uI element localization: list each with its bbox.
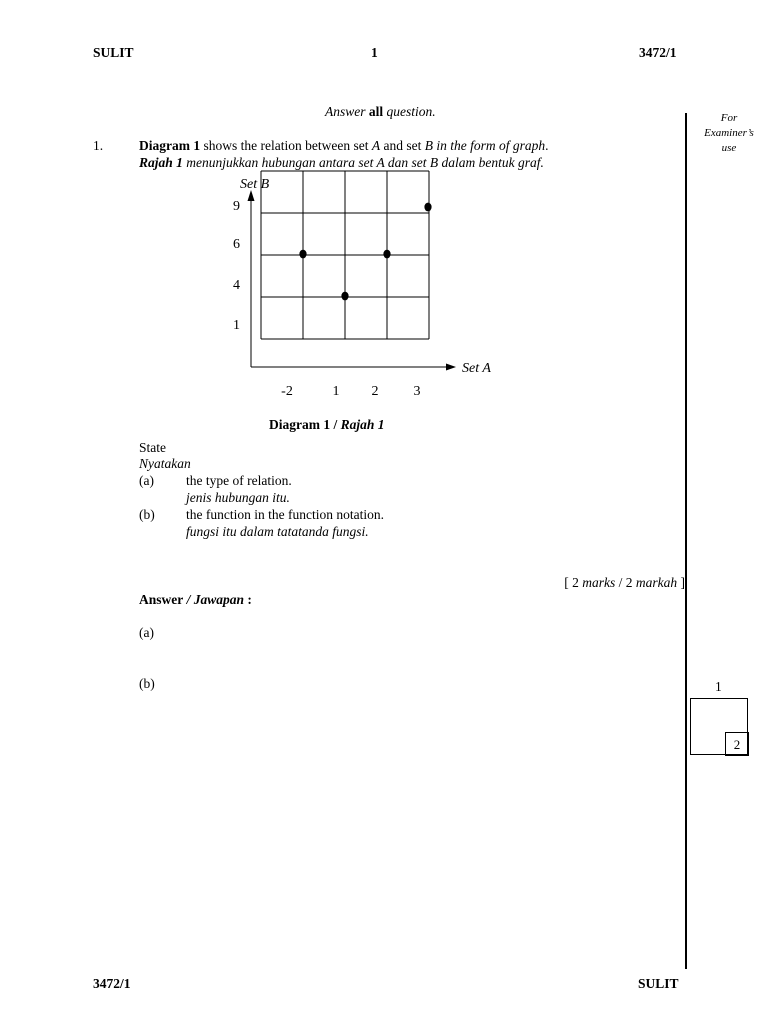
examiner-line2: Examiner’s [704, 127, 754, 139]
part-a-ms: jenis hubungan itu. [186, 490, 290, 505]
part-a-label: (a) [139, 473, 154, 488]
instruction-question: question. [386, 104, 436, 119]
data-point [341, 292, 348, 301]
rajah-ref: Rajah 1 [139, 155, 183, 170]
text: markah [635, 575, 678, 590]
x-tick-label: 2 [371, 384, 379, 399]
caption-ms: Rajah 1 [340, 417, 385, 432]
data-point [424, 203, 431, 212]
text: Answer [139, 592, 184, 607]
score-max: 2 [725, 732, 749, 756]
footer-right: SULIT [638, 976, 679, 991]
caption-en: Diagram 1 / [269, 417, 341, 432]
graph-axes [248, 190, 457, 371]
text: : [244, 592, 252, 607]
data-point [299, 250, 306, 259]
graph-points [299, 203, 431, 301]
state-ms: Nyatakan [139, 456, 191, 471]
examiner-line3: use [721, 142, 737, 154]
header-left: SULIT [93, 45, 134, 60]
instruction-all: all [368, 104, 384, 119]
graph-labels [233, 177, 491, 399]
header-right: 3472/1 [639, 45, 677, 60]
text: / 2 [615, 575, 636, 590]
text: marks [582, 575, 616, 590]
y-tick-label: 9 [233, 199, 240, 214]
data-point [383, 250, 390, 259]
diagram-caption [269, 417, 385, 433]
text: / Jawapan [183, 592, 245, 607]
part-b-label: (b) [139, 507, 155, 522]
part-a-en: the type of relation. [186, 473, 292, 488]
marks-allocation [564, 575, 685, 591]
x-axis-arrowhead [446, 364, 456, 371]
y-tick-label: 1 [233, 318, 240, 333]
text: [ 2 [564, 575, 583, 590]
text: ] [677, 575, 685, 590]
set-b-ref: B [424, 138, 433, 153]
instruction-answer: Answer [325, 104, 366, 119]
part-b-en: the function in the function notation. [186, 507, 384, 522]
text: . [545, 138, 549, 153]
graph-grid [261, 171, 429, 339]
y-tick-label: 6 [233, 237, 240, 252]
x-tick-label: 1 [332, 384, 340, 399]
y-axis-title: Set B [240, 177, 270, 192]
set-a-ref: A [371, 138, 381, 153]
answer-heading [139, 592, 252, 608]
part-b-ms: fungsi itu dalam tatatanda fungsi. [186, 524, 369, 539]
x-axis-title: Set A [462, 361, 491, 376]
text: and set [380, 138, 425, 153]
x-tick-label: -2 [281, 384, 293, 399]
examiner-line1: For [720, 112, 738, 124]
question-number: 1. [93, 138, 104, 153]
y-tick-label: 4 [233, 278, 240, 293]
relation-graph [220, 168, 510, 408]
score-question-number: 1 [715, 679, 722, 694]
text: menunjukkan hubungan antara set A dan set B dalam bentuk graf. [182, 155, 544, 170]
instruction [325, 104, 436, 120]
examiner-label [694, 111, 764, 156]
page-number: 1 [371, 45, 378, 60]
diagram-ref: Diagram 1 [139, 138, 201, 153]
x-tick-label: 3 [413, 384, 421, 399]
text: in the form of graph [432, 138, 546, 153]
examiner-divider [685, 113, 687, 969]
footer-left: 3472/1 [93, 976, 131, 991]
answer-a-label: (a) [139, 625, 154, 640]
question-line-en [139, 138, 548, 154]
text: shows the relation between set [200, 138, 372, 153]
answer-b-label: (b) [139, 676, 155, 691]
state-en: State [139, 440, 166, 455]
